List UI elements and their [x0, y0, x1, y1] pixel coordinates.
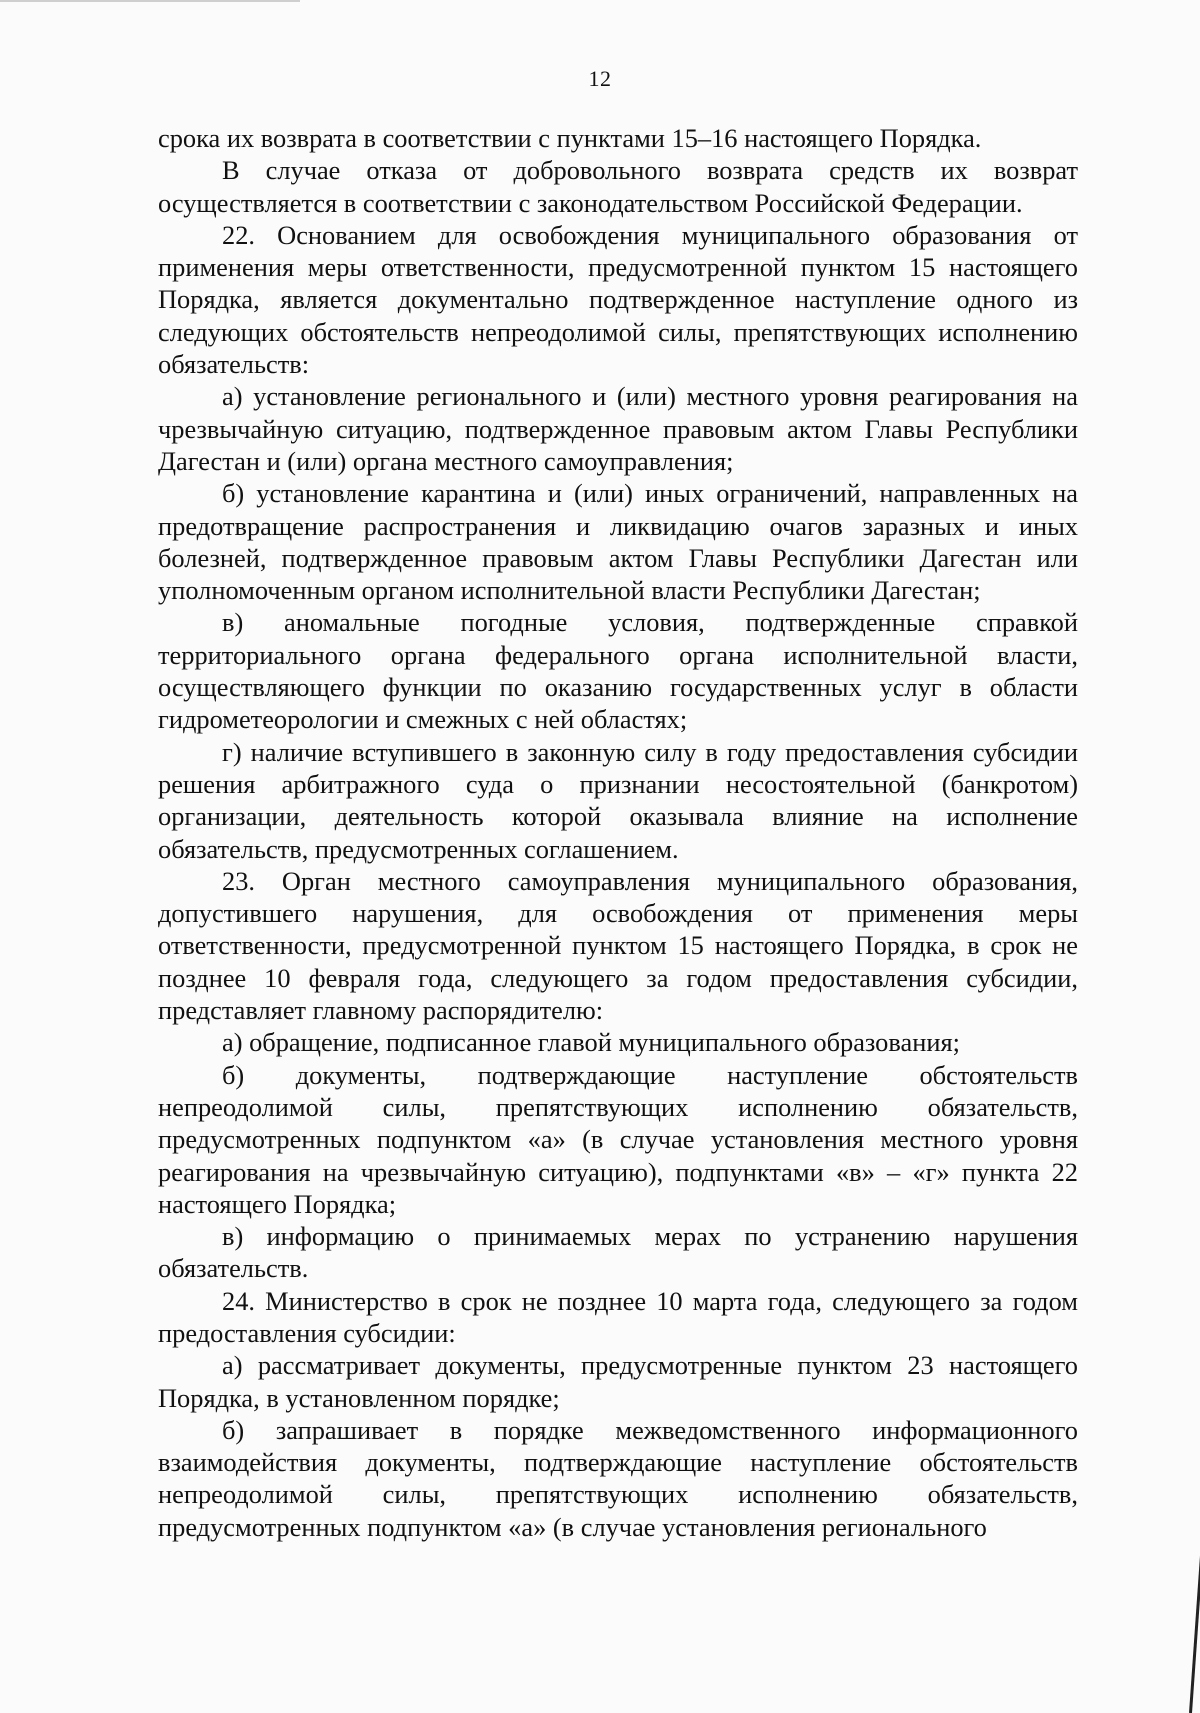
paragraph-continuation: срока их возврата в соответствии с пунктами 15–16 настоящего Порядка.	[158, 123, 982, 153]
paragraph-22: 22. Основанием для освобождения муниципального образования от применения меры ответственности, предусмотренной пунктом 15 настоящего Порядка, является документально подтвержденное наступление одного из следующих обстоятельств непреодолимой силы, препятствующих исполнению обязательств:	[158, 219, 1078, 380]
paragraph-22-a: а) установление регионального и (или) местного уровня реагирования на чрезвычайную ситуацию, подтвержденное правовым актом Главы Республики Дагестан и (или) органа местного самоуправления;	[158, 381, 1078, 476]
paragraph-24: 24. Министерство в срок не позднее 10 марта года, следующего за годом предоставления субсидии:	[158, 1285, 1078, 1348]
paragraph-23: 23. Орган местного самоуправления муниципального образования, допустившего нарушения, для освобождения от применения меры ответственности, предусмотренной пунктом 15 настоящего Порядка, в срок не позднее 10 февраля года, следующего за годом предоставления субсидии, представляет главному распорядителю:	[158, 865, 1078, 1026]
paragraph-22-b: б) установление карантина и (или) иных ограничений, направленных на предотвращение распространения и ликвидацию очагов заразных и иных болезней, подтвержденное правовым актом Главы Республики Дагестан или уполномоченным органом исполнительной власти Республики Дагестан;	[158, 478, 1078, 606]
paragraph-24-a: а) рассматривает документы, предусмотренные пунктом 23 настоящего Порядка, в установленном порядке;	[158, 1350, 1078, 1413]
paragraph-23-a: а) обращение, подписанное главой муниципального образования;	[222, 1027, 960, 1058]
paragraph-22-g: г) наличие вступившего в законную силу в году предоставления субсидии решения арбитражного суда о признании несостоятельной (банкротом) организации, деятельность которой оказывала влияние на исполнение обязательств, предусмотренных соглашением.	[158, 736, 1078, 864]
paragraph-23-b: б) документы, подтверждающие наступление обстоятельств непреодолимой силы, препятствующих исполнению обязательств, предусмотренных подпунктом «а» (в случае установления местного уровня реагирования на чрезвычайную ситуацию), подпунктами «в» – «г» пункта 22 настоящего Порядка;	[158, 1059, 1078, 1219]
paragraph-23-v: в) информацию о принимаемых мерах по устранению нарушения обязательств.	[158, 1221, 1078, 1284]
paragraph-refusal-return: В случае отказа от добровольного возврата средств их возврат осуществляется в соответствии с законодательством Российской Федерации.	[158, 155, 1078, 218]
scan-mark-right	[1189, 1553, 1200, 1713]
paragraph-24-b: б) запрашивает в порядке межведомственного информационного взаимодействия документы, подтверждающие наступление обстоятельств непреодолимой силы, препятствующих исполнению обязательств, предусмотренных подпунктом «а» (в случае установления регионального	[158, 1414, 1078, 1542]
page-number: 12	[588, 66, 612, 91]
document-body	[158, 122, 1078, 1543]
paragraph-22-v: в) аномальные погодные условия, подтвержденные справкой территориального органа федерального органа исполнительной власти, осуществляющего функции по оказанию государственных услуг в области гидрометеорологии и смежных с ней областях;	[158, 607, 1078, 735]
scan-edge-top	[0, 0, 300, 2]
